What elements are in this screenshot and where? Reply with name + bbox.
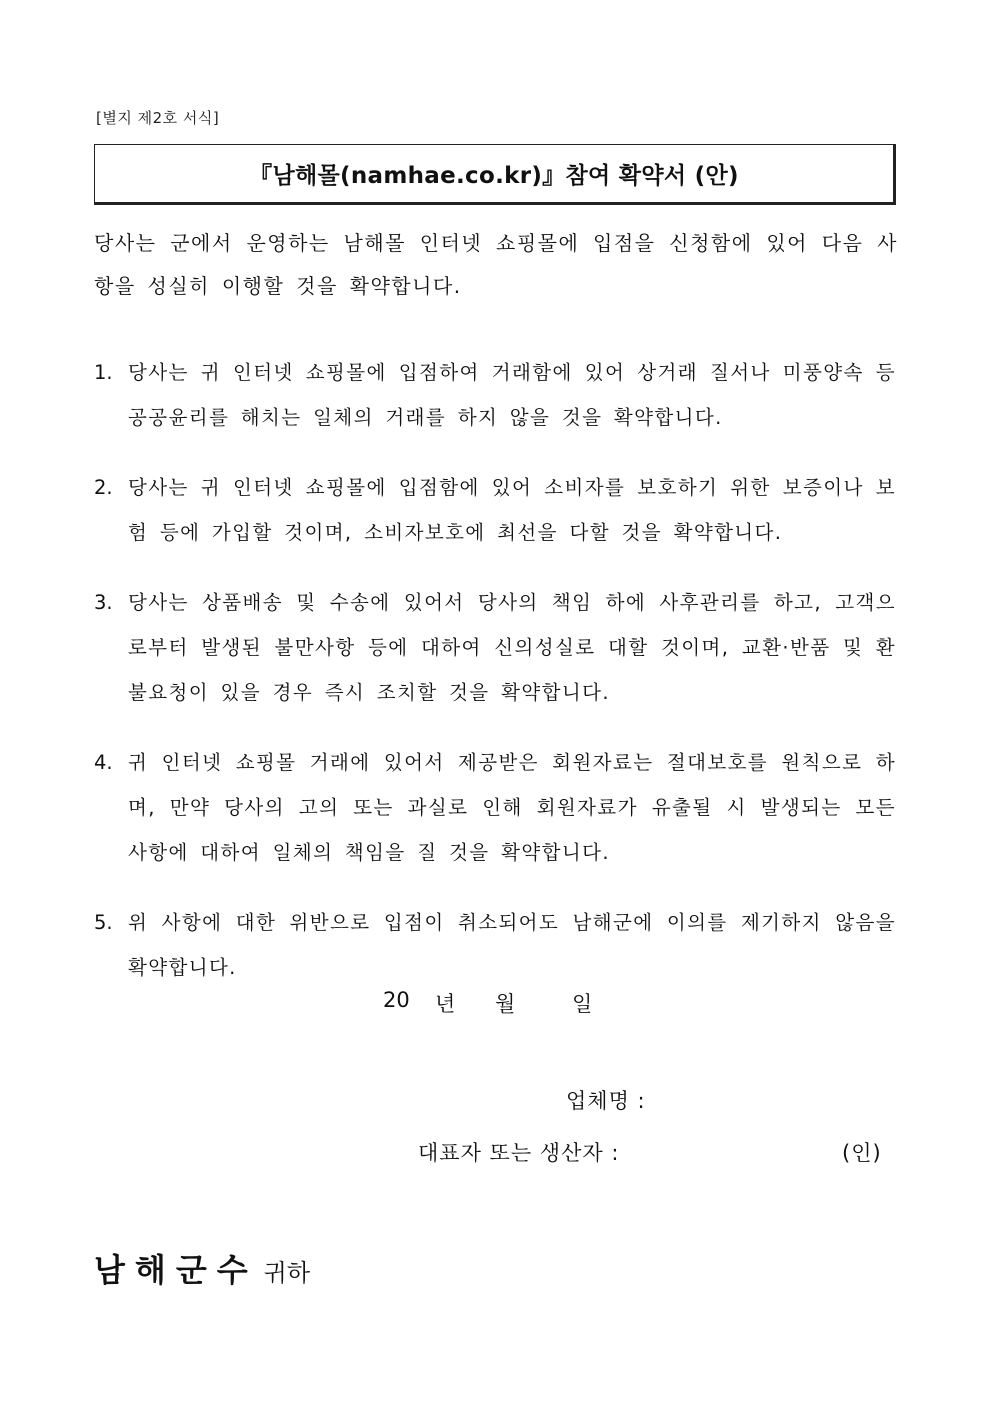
clause-item bbox=[94, 740, 896, 875]
clause-number: 2. bbox=[94, 476, 113, 499]
addressee-name: 남해군수 bbox=[94, 1251, 258, 1289]
form-number: [별지 제2호 서식] bbox=[96, 109, 220, 127]
addressee-honorific: 귀하 bbox=[263, 1259, 311, 1287]
addressee bbox=[94, 1245, 310, 1291]
clause-list bbox=[94, 350, 896, 1015]
clause-number: 4. bbox=[94, 751, 113, 774]
clause-text: 당사는 상품배송 및 수송에 있어서 당사의 책임 하에 사후관리를 하고, 고객으로부터 발생된 불만사항 등에 대하여 신의성실로 대할 것이며, 교환·반품 및 환불요청이 있을 경우 즉시 조치할 것을 확약합니다. bbox=[128, 591, 896, 704]
clause-text: 위 사항에 대한 위반으로 입점이 취소되어도 남해군에 이의를 제기하지 않음을 확약합니다. bbox=[128, 911, 896, 979]
date-line bbox=[383, 988, 592, 1018]
intro-paragraph: 당사는 군에서 운영하는 남해몰 인터넷 쇼핑몰에 입점을 신청함에 있어 다음 사항을 성실히 이행할 것을 확약합니다. bbox=[94, 231, 898, 298]
document-title: 『남해몰(namhae.co.kr)』참여 확약서 (안) bbox=[249, 163, 739, 189]
clause-number: 5. bbox=[94, 911, 113, 934]
date-year-label: 년 bbox=[435, 992, 456, 1016]
clause-text: 귀 인터넷 쇼핑몰 거래에 있어서 제공받은 회원자료는 절대보호를 원칙으로 하며, 만약 당사의 고의 또는 과실로 인해 회원자료가 유출될 시 발생되는 모든 사항에 대하여 일체의 책임을 질 것을 확약합니다. bbox=[128, 751, 896, 864]
date-day-label: 일 bbox=[572, 992, 593, 1016]
clause-number: 1. bbox=[94, 361, 113, 384]
company-name-label: 업체명 : bbox=[566, 1089, 646, 1113]
title-box bbox=[94, 144, 896, 205]
representative-label: 대표자 또는 생산자 : bbox=[418, 1141, 620, 1165]
clause-text: 당사는 귀 인터넷 쇼핑몰에 입점하여 거래함에 있어 상거래 질서나 미풍양속 등 공공윤리를 해치는 일체의 거래를 하지 않을 것을 확약합니다. bbox=[128, 361, 896, 429]
clause-text: 당사는 귀 인터넷 쇼핑몰에 입점함에 있어 소비자를 보호하기 위한 보증이나 보험 등에 가입할 것이며, 소비자보호에 최선을 다할 것을 확약합니다. bbox=[128, 476, 896, 544]
clause-number: 3. bbox=[94, 591, 113, 614]
seal-label: (인) bbox=[842, 1141, 882, 1165]
clause-item bbox=[94, 580, 896, 715]
clause-item bbox=[94, 900, 896, 990]
clause-item bbox=[94, 350, 896, 440]
date-month-label: 월 bbox=[495, 992, 516, 1016]
clause-item bbox=[94, 465, 896, 555]
date-year-prefix: 20 bbox=[383, 988, 410, 1012]
